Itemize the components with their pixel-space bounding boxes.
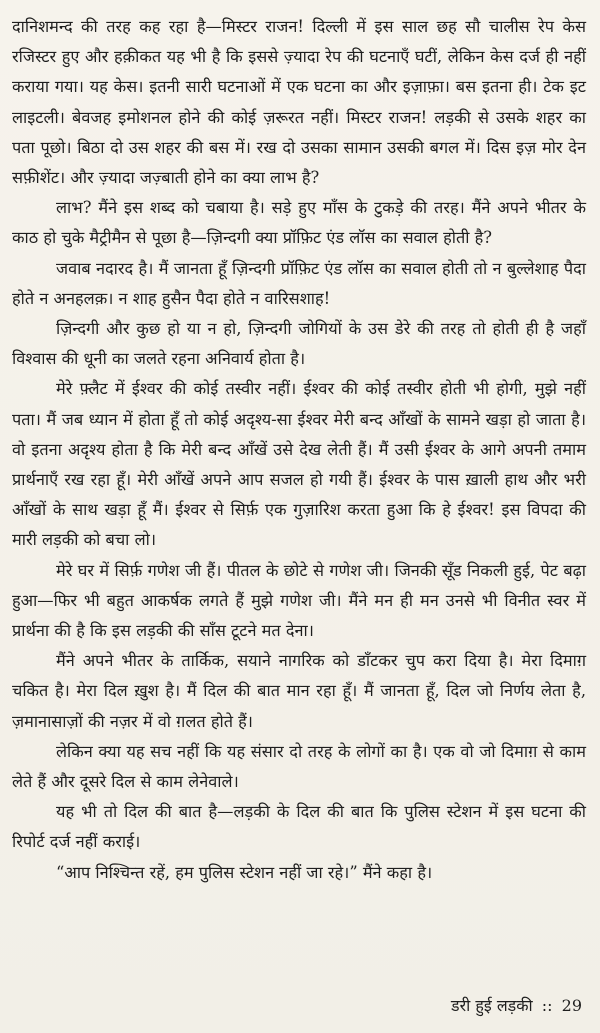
paragraph: दानिशमन्द की तरह कह रहा है—मिस्टर राजन! दिल्ली में इस साल छह सौ चालीस रेप केस रजिस्टर हुए और हक़ीकत यह भी है कि इससे ज़्यादा रेप की घटनाएँ घटीं, लेकिन केस दर्ज ही नहीं कराया गया। यह केस। इतनी सारी घटनाओं में एक घटना का और इज़ाफ़ा। बस इतना ही। टेक इट लाइटली। बेवजह इमोशनल होने की कोई ज़रूरत नहीं। मिस्टर राजन! लड़की से उसके शहर का पता पूछो। बिठा दो उस शहर की बस में। रख दो उसका सामान उसकी बगल में। दिस इज़ मोर देन सफ़ीशेंट। और ज़्यादा जज़्बाती होने का क्या लाभ है? <box>12 17 586 188</box>
running-title: डरी हुई लड़की <box>451 996 533 1015</box>
page-footer <box>451 994 582 1018</box>
body-text <box>12 12 586 888</box>
footer-separator: :: <box>541 996 553 1015</box>
paragraph: लेकिन क्या यह सच नहीं कि यह संसार दो तरह के लोगों का है। एक वो जो दिमाग़ से काम लेते हैं और दूसरे दिल से काम लेनेवाले। <box>12 741 586 792</box>
paragraph: जवाब नदारद है। मैं जानता हूँ ज़िन्दगी प्रॉफ़िट एंड लॉस का सवाल होती तो न बुल्लेशाह पैदा होते न अनहलक़। न शाह हुसैन पैदा होते न वारिसशाह! <box>12 258 586 308</box>
paragraph: मेरे घर में सिर्फ़ गणेश जी हैं। पीतल के छोटे से गणेश जी। जिनकी सूँड निकली हुई, पेट बढ़ा हुआ—फिर भी बहुत आकर्षक लगते हैं मुझे गणेश जी। मैंने मन ही मन उनसे भी विनीत स्वर में प्रार्थना की है कि इस लड़की की साँस टूटने मत देना। <box>12 560 586 641</box>
paragraph: “आप निश्चिन्त रहें, हम पुलिस स्टेशन नहीं जा रहे।” मैंने कहा है। <box>56 862 433 882</box>
paragraph: ज़िन्दगी और कुछ हो या न हो, ज़िन्दगी जोगियों के उस डेरे की तरह तो होती ही है जहाँ विश्वास की धूनी का जलते रहना अनिवार्य होता है। <box>12 319 586 369</box>
paragraph: यह भी तो दिल की बात है—लड़की के दिल की बात कि पुलिस स्टेशन में इस घटना की रिपोर्ट दर्ज नहीं कराई। <box>12 802 586 852</box>
paragraph: मेरे फ़्लैट में ईश्वर की कोई तस्वीर नहीं। ईश्वर की कोई तस्वीर होती भी होगी, मुझे नहीं पता। मैं जब ध्यान में होता हूँ तो कोई अदृश्य-सा ईश्वर मेरी बन्द आँखों के सामने खड़ा हो जाता है। वो इतना अदृश्य होता है कि मेरी बन्द आँखें उसे देख लेती हैं। मैं उसी ईश्वर के आगे अपनी तमाम प्रार्थनाएँ रख रहा हूँ। मेरी आँखें अपने आप सजल हो गयी हैं। ईश्वर के पास ख़ाली हाथ और भरी आँखों के साथ खड़ा हूँ मैं। ईश्वर से सिर्फ़ एक गुज़ारिश करता हुआ कि हे ईश्वर! इस विपदा की मारी लड़की को बचा लो। <box>12 379 586 550</box>
paragraph: मैंने अपने भीतर के तार्किक, सयाने नागरिक को डाँटकर चुप करा दिया है। मेरा दिमाग़ चकित है। मेरा दिल ख़ुश है। मैं दिल की बात मान रहा हूँ। मैं जानता हूँ, दिल जो निर्णय लेता है, ज़मानासाज़ों की नज़र में वो ग़लत होते हैं। <box>12 651 586 731</box>
paragraph: लाभ? मैंने इस शब्द को चबाया है। सड़े हुए माँस के टुकड़े की तरह। मैंने अपने भीतर के काठ हो चुके मैट्रीमैन से पूछा है—ज़िन्दगी क्या प्रॉफ़िट एंड लॉस का सवाल होती है? <box>12 198 586 248</box>
page-number: 29 <box>561 996 582 1015</box>
